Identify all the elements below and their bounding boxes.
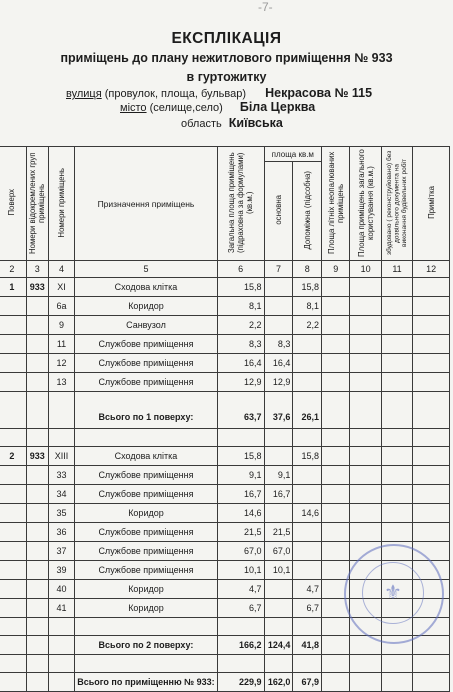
cell-summer	[322, 466, 350, 485]
cell-common	[350, 447, 381, 466]
table-row	[0, 485, 450, 504]
cell-floor	[0, 504, 26, 523]
col-num: 10	[350, 261, 381, 278]
grand-total-main: 162,0	[264, 673, 293, 692]
table-row	[0, 523, 450, 542]
col-num: 6	[217, 261, 264, 278]
cell-group	[26, 373, 48, 392]
cell-main: 16,7	[264, 485, 293, 504]
cell-main	[264, 447, 293, 466]
cell-unauthorized	[381, 354, 413, 373]
cell-room: 12	[48, 354, 75, 373]
cell-common	[350, 373, 381, 392]
cell-purpose: Санвузол	[75, 316, 217, 335]
cell-room: 37	[48, 542, 75, 561]
cell-aux: 15,8	[293, 278, 322, 297]
cell-room: 6а	[48, 297, 75, 316]
cell-room: 33	[48, 466, 75, 485]
cell-note	[413, 335, 450, 354]
cell-purpose: Коридор	[75, 504, 217, 523]
cell-note	[413, 504, 450, 523]
total-floor2-total: 166,2	[217, 636, 264, 655]
cell-main: 67,0	[264, 542, 293, 561]
cell-total: 6,7	[217, 599, 264, 618]
cell-room: 9	[48, 316, 75, 335]
cell-purpose: Коридор	[75, 599, 217, 618]
header-total-area: Загальна площа приміщень (підраховна за формулами) (кв.м.)	[227, 152, 255, 253]
header-unauthorized: збудовано ( реконструйовано) без дозвільного документа на виконання будівельних робіт	[385, 150, 408, 255]
cell-floor	[0, 354, 26, 373]
cell-aux	[293, 466, 322, 485]
cell-unauthorized	[381, 504, 413, 523]
cell-group	[26, 316, 48, 335]
cell-main	[264, 297, 293, 316]
cell-main	[264, 504, 293, 523]
cell-floor	[0, 485, 26, 504]
cell-aux	[293, 485, 322, 504]
floor1-rows	[0, 278, 450, 392]
total-floor1-total: 63,7	[217, 392, 264, 429]
city-label: місто	[120, 102, 147, 114]
cell-summer	[322, 523, 350, 542]
cell-room: 34	[48, 485, 75, 504]
cell-total: 67,0	[217, 542, 264, 561]
cell-unauthorized	[381, 373, 413, 392]
cell-aux	[293, 335, 322, 354]
region-line	[181, 116, 283, 130]
cell-purpose: Службове приміщення	[75, 373, 217, 392]
cell-total: 12,9	[217, 373, 264, 392]
cell-summer	[322, 485, 350, 504]
cell-purpose: Сходова клітка	[75, 447, 217, 466]
region-value: Київська	[228, 116, 283, 130]
cell-note	[413, 297, 450, 316]
cell-common	[350, 335, 381, 354]
table-row	[0, 316, 450, 335]
grand-total-total: 229,9	[217, 673, 264, 692]
cell-main: 21,5	[264, 523, 293, 542]
table-row	[0, 297, 450, 316]
cell-floor	[0, 316, 26, 335]
cell-total: 8,1	[217, 297, 264, 316]
cell-room: 11	[48, 335, 75, 354]
total-floor1-label: Всього по 1 поверху:	[75, 392, 217, 429]
col-num: 8	[293, 261, 322, 278]
cell-floor	[0, 523, 26, 542]
total-floor2-aux: 41,8	[293, 636, 322, 655]
official-stamp	[344, 544, 444, 644]
cell-purpose: Службове приміщення	[75, 485, 217, 504]
cell-group	[26, 599, 48, 618]
cell-main: 9,1	[264, 466, 293, 485]
city-hint: (селище,село)	[149, 102, 223, 114]
table-row	[0, 466, 450, 485]
cell-room: 13	[48, 373, 75, 392]
table-row	[0, 373, 450, 392]
grand-total-aux: 67,9	[293, 673, 322, 692]
cell-total: 10,1	[217, 561, 264, 580]
cell-aux: 6,7	[293, 599, 322, 618]
cell-summer	[322, 373, 350, 392]
cell-room: 41	[48, 599, 75, 618]
cell-total: 8,3	[217, 335, 264, 354]
cell-unauthorized	[381, 335, 413, 354]
header-main-area: основна	[273, 195, 283, 225]
cell-group	[26, 561, 48, 580]
table-row	[0, 278, 450, 297]
corner-mark: -7-	[258, 0, 273, 14]
header-note: Примітка	[426, 186, 436, 219]
cell-total: 16,4	[217, 354, 264, 373]
cell-purpose: Коридор	[75, 297, 217, 316]
cell-room: 40	[48, 580, 75, 599]
cell-summer	[322, 561, 350, 580]
street-hint: (провулок, площа, бульвар)	[104, 88, 247, 100]
cell-room: 36	[48, 523, 75, 542]
cell-note	[413, 466, 450, 485]
total-floor2-label: Всього по 2 поверху:	[75, 636, 217, 655]
street-line	[66, 86, 372, 100]
header-aux-area: Допоміжна (підсобна)	[302, 170, 312, 250]
total-floor1-main: 37,6	[264, 392, 293, 429]
cell-group	[26, 297, 48, 316]
header-floor: Поверх	[7, 189, 17, 216]
cell-room: 39	[48, 561, 75, 580]
cell-note	[413, 278, 450, 297]
col-num: 5	[75, 261, 217, 278]
cell-floor	[0, 599, 26, 618]
cell-total: 4,7	[217, 580, 264, 599]
cell-common	[350, 504, 381, 523]
cell-main: 10,1	[264, 561, 293, 580]
cell-total: 2,2	[217, 316, 264, 335]
cell-group	[26, 335, 48, 354]
cell-summer	[322, 447, 350, 466]
cell-main	[264, 316, 293, 335]
col-num: 12	[413, 261, 450, 278]
cell-purpose: Сходова клітка	[75, 278, 217, 297]
cell-note	[413, 447, 450, 466]
cell-common	[350, 466, 381, 485]
cell-summer	[322, 335, 350, 354]
cell-common	[350, 297, 381, 316]
table-row	[0, 354, 450, 373]
cell-unauthorized	[381, 316, 413, 335]
document-subtitle: приміщень до плану нежитлового приміщення № 933	[60, 51, 393, 65]
header-row	[0, 147, 450, 162]
city-line	[120, 100, 315, 114]
total-floor1-row	[0, 392, 450, 429]
cell-group: 933	[26, 447, 48, 466]
cell-summer	[322, 354, 350, 373]
cell-main: 12,9	[264, 373, 293, 392]
column-number-row	[0, 261, 450, 278]
cell-summer	[322, 542, 350, 561]
col-num: 11	[381, 261, 413, 278]
cell-floor	[0, 466, 26, 485]
cell-summer	[322, 297, 350, 316]
cell-group: 933	[26, 278, 48, 297]
street-value: Некрасова № 115	[265, 86, 373, 100]
cell-group	[26, 580, 48, 599]
cell-group	[26, 523, 48, 542]
cell-unauthorized	[381, 466, 413, 485]
col-num: 9	[322, 261, 350, 278]
table-row	[0, 335, 450, 354]
cell-main	[264, 278, 293, 297]
cell-floor: 2	[0, 447, 26, 466]
cell-unauthorized	[381, 297, 413, 316]
cell-unauthorized	[381, 485, 413, 504]
col-num: 4	[48, 261, 75, 278]
cell-total: 21,5	[217, 523, 264, 542]
cell-floor: 1	[0, 278, 26, 297]
col-num: 2	[0, 261, 26, 278]
cell-unauthorized	[381, 447, 413, 466]
cell-floor	[0, 580, 26, 599]
cell-purpose: Коридор	[75, 580, 217, 599]
cell-floor	[0, 542, 26, 561]
header-common-area: Площа приміщень загального користування (кв.м.)	[356, 148, 375, 257]
col-num: 3	[26, 261, 48, 278]
cell-aux	[293, 542, 322, 561]
cell-group	[26, 354, 48, 373]
cell-aux	[293, 373, 322, 392]
cell-floor	[0, 335, 26, 354]
cell-common	[350, 485, 381, 504]
cell-group	[26, 485, 48, 504]
cell-aux: 14,6	[293, 504, 322, 523]
cell-room: XIII	[48, 447, 75, 466]
cell-group	[26, 542, 48, 561]
header-group-numbers: Номери відокремлених груп приміщень	[28, 151, 47, 254]
grand-total-label: Всього по приміщенню № 933:	[75, 673, 217, 692]
cell-aux: 8,1	[293, 297, 322, 316]
cell-group	[26, 466, 48, 485]
document-title: ЕКСПЛІКАЦІЯ	[171, 30, 282, 47]
cell-main	[264, 580, 293, 599]
cell-note	[413, 354, 450, 373]
region-label: область	[181, 118, 222, 130]
cell-common	[350, 278, 381, 297]
cell-unauthorized	[381, 278, 413, 297]
cell-main: 8,3	[264, 335, 293, 354]
total-floor2-main: 124,4	[264, 636, 293, 655]
cell-common	[350, 354, 381, 373]
cell-total: 14,6	[217, 504, 264, 523]
cell-aux	[293, 523, 322, 542]
table-row	[0, 504, 450, 523]
cell-purpose: Службове приміщення	[75, 561, 217, 580]
cell-note	[413, 485, 450, 504]
cell-floor	[0, 373, 26, 392]
cell-note	[413, 316, 450, 335]
cell-total: 16,7	[217, 485, 264, 504]
cell-room: 35	[48, 504, 75, 523]
header-area-group: площа кв.м	[264, 147, 322, 162]
cell-purpose: Службове приміщення	[75, 335, 217, 354]
cell-summer	[322, 278, 350, 297]
cell-unauthorized	[381, 523, 413, 542]
cell-aux: 4,7	[293, 580, 322, 599]
cell-purpose: Службове приміщення	[75, 466, 217, 485]
header-purpose: Призначення приміщень	[75, 147, 217, 261]
col-num: 7	[264, 261, 293, 278]
cell-room: XI	[48, 278, 75, 297]
document-subtitle-2: в гуртожитку	[186, 70, 267, 84]
cell-group	[26, 504, 48, 523]
header-summer-area: Площа літніх неопалюваних приміщень	[326, 151, 345, 254]
cell-aux	[293, 561, 322, 580]
cell-floor	[0, 561, 26, 580]
cell-purpose: Службове приміщення	[75, 523, 217, 542]
cell-total: 15,8	[217, 447, 264, 466]
spacer-row	[0, 429, 450, 447]
cell-aux: 15,8	[293, 447, 322, 466]
cell-main	[264, 599, 293, 618]
cell-note	[413, 523, 450, 542]
cell-purpose: Службове приміщення	[75, 354, 217, 373]
cell-aux	[293, 354, 322, 373]
cell-summer	[322, 316, 350, 335]
cell-floor	[0, 297, 26, 316]
city-value: Біла Церква	[239, 100, 316, 114]
cell-aux: 2,2	[293, 316, 322, 335]
cell-total: 9,1	[217, 466, 264, 485]
grand-total-row	[0, 673, 450, 692]
cell-note	[413, 373, 450, 392]
total-floor1-aux: 26,1	[293, 392, 322, 429]
cell-purpose: Службове приміщення	[75, 542, 217, 561]
header-room-numbers: Номери приміщень	[56, 167, 66, 238]
cell-total: 15,8	[217, 278, 264, 297]
cell-common	[350, 523, 381, 542]
cell-main: 16,4	[264, 354, 293, 373]
cell-common	[350, 316, 381, 335]
street-label: вулиця	[66, 88, 102, 100]
trident-icon: ⚜	[384, 582, 402, 604]
table-row	[0, 447, 450, 466]
cell-summer	[322, 504, 350, 523]
